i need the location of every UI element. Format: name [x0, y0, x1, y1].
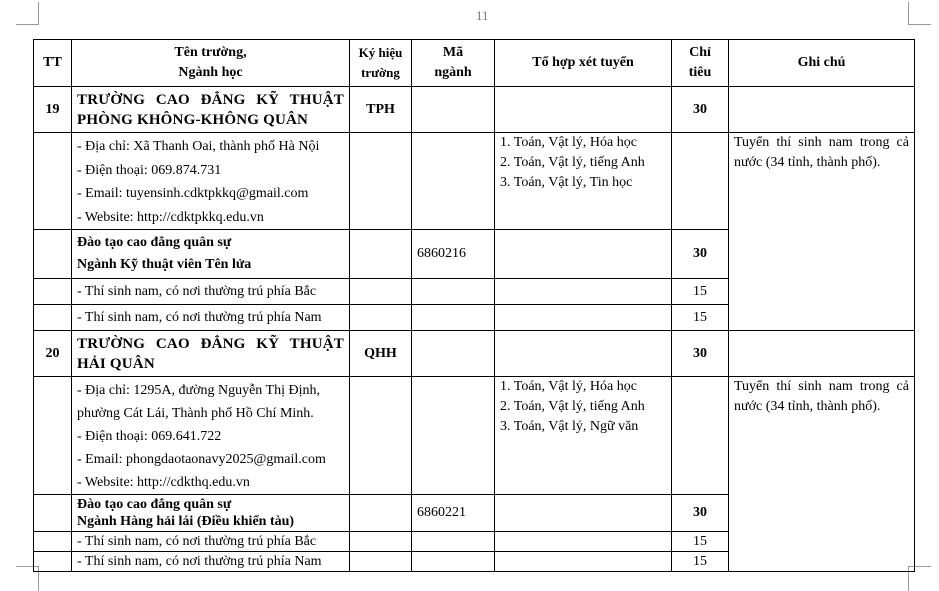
- sub-row-quota: 15: [672, 552, 729, 572]
- school-quota: 30: [672, 331, 729, 377]
- school-website: - Website: http://cdktpkkq.edu.vn: [77, 209, 264, 225]
- sub-row-label: - Thí sinh nam, có nơi thường trú phía Bắc: [72, 279, 350, 305]
- school-email: - Email: tuyensinh.cdktpkkq@gmail.com: [77, 186, 309, 201]
- combo-item: 3. Toán, Vật lý, Tin học: [500, 175, 633, 190]
- school-address: - Địa chỉ: Xã Thanh Oai, thành phố Hà Nội: [77, 139, 320, 154]
- school-info-row: [34, 133, 915, 230]
- program-name: Đào tạo cao đẳng quân sự Ngành Kỹ thuật viên Tên lửa: [72, 230, 350, 279]
- combo-item: 2. Toán, Vật lý, tiếng Anh: [500, 399, 645, 414]
- subject-combos: [495, 377, 672, 495]
- header-tt: TT: [34, 40, 72, 87]
- school-code: QHH: [350, 331, 412, 377]
- header-ghi-chu: Ghi chú: [729, 40, 915, 87]
- program-quota: 30: [672, 495, 729, 532]
- school-tt: 20: [34, 331, 72, 377]
- school-website: - Website: http://cdkthq.edu.vn: [77, 475, 250, 490]
- school-address: - Địa chỉ: 1295A, đường Nguyễn Thị Định,: [77, 383, 320, 398]
- school-row: [34, 331, 915, 377]
- school-name: TRƯỜNG CAO ĐẲNG KỸ THUẬT HẢI QUÂN: [72, 331, 350, 377]
- school-quota: 30: [672, 87, 729, 133]
- program-name: Đào tạo cao đẳng quân sự Ngành Hàng hải lái (Điều khiển tàu): [72, 495, 350, 532]
- school-note: Tuyển thí sinh nam trong cả nước (34 tỉnh, thành phố).: [729, 133, 915, 331]
- school-name: TRƯỜNG CAO ĐẲNG KỸ THUẬT PHÒNG KHÔNG-KHÔNG QUÂN: [72, 87, 350, 133]
- school-code: TPH: [350, 87, 412, 133]
- crop-mark-top-left: [16, 2, 39, 25]
- program-code: 6860221: [412, 495, 495, 532]
- sub-row-label: - Thí sinh nam, có nơi thường trú phía Nam: [72, 552, 350, 572]
- school-to-hop-empty: [495, 87, 672, 133]
- program-quota: 30: [672, 230, 729, 279]
- combo-item: 1. Toán, Vật lý, Hóa học: [500, 135, 637, 150]
- school-phone: - Điện thoại: 069.641.722: [77, 429, 222, 444]
- program-code: 6860216: [412, 230, 495, 279]
- school-row: [34, 87, 915, 133]
- school-contact: [72, 377, 350, 495]
- school-info-row: [34, 377, 915, 495]
- subject-combos: [495, 133, 672, 230]
- school-phone: - Điện thoại: 069.874.731: [77, 162, 222, 178]
- header-ten-truong: Tên trường, Ngành học: [72, 40, 350, 87]
- sub-row-quota: 15: [672, 279, 729, 305]
- school-contact: [72, 133, 350, 230]
- combo-item: 1. Toán, Vật lý, Hóa học: [500, 379, 637, 394]
- school-note-empty: [729, 87, 915, 133]
- header-row: [34, 40, 915, 87]
- combo-item: 2. Toán, Vật lý, tiếng Anh: [500, 155, 645, 170]
- combo-item: 3. Toán, Vật lý, Ngữ văn: [500, 419, 639, 434]
- school-email: - Email: phongdaotaonavy2025@gmail.com: [77, 452, 326, 467]
- header-ma-nganh: Mã ngành: [412, 40, 495, 87]
- admission-table: [33, 39, 915, 572]
- page-number: 11: [476, 8, 489, 23]
- header-ky-hieu: Ký hiệu trường: [350, 40, 412, 87]
- school-ma-nganh-empty: [412, 87, 495, 133]
- crop-mark-top-right: [908, 2, 931, 25]
- school-address-2: phường Cát Lái, Thành phố Hồ Chí Minh.: [77, 406, 314, 421]
- school-tt: 19: [34, 87, 72, 133]
- header-to-hop: Tổ hợp xét tuyển: [495, 40, 672, 87]
- sub-row-label: - Thí sinh nam, có nơi thường trú phía Bắc: [72, 532, 350, 552]
- sub-row-label: - Thí sinh nam, có nơi thường trú phía Nam: [72, 305, 350, 331]
- school-note: Tuyển thí sinh nam trong cả nước (34 tỉnh, thành phố).: [729, 377, 915, 572]
- sub-row-quota: 15: [672, 305, 729, 331]
- header-chi-tieu: Chỉ tiêu: [672, 40, 729, 87]
- sub-row-quota: 15: [672, 532, 729, 552]
